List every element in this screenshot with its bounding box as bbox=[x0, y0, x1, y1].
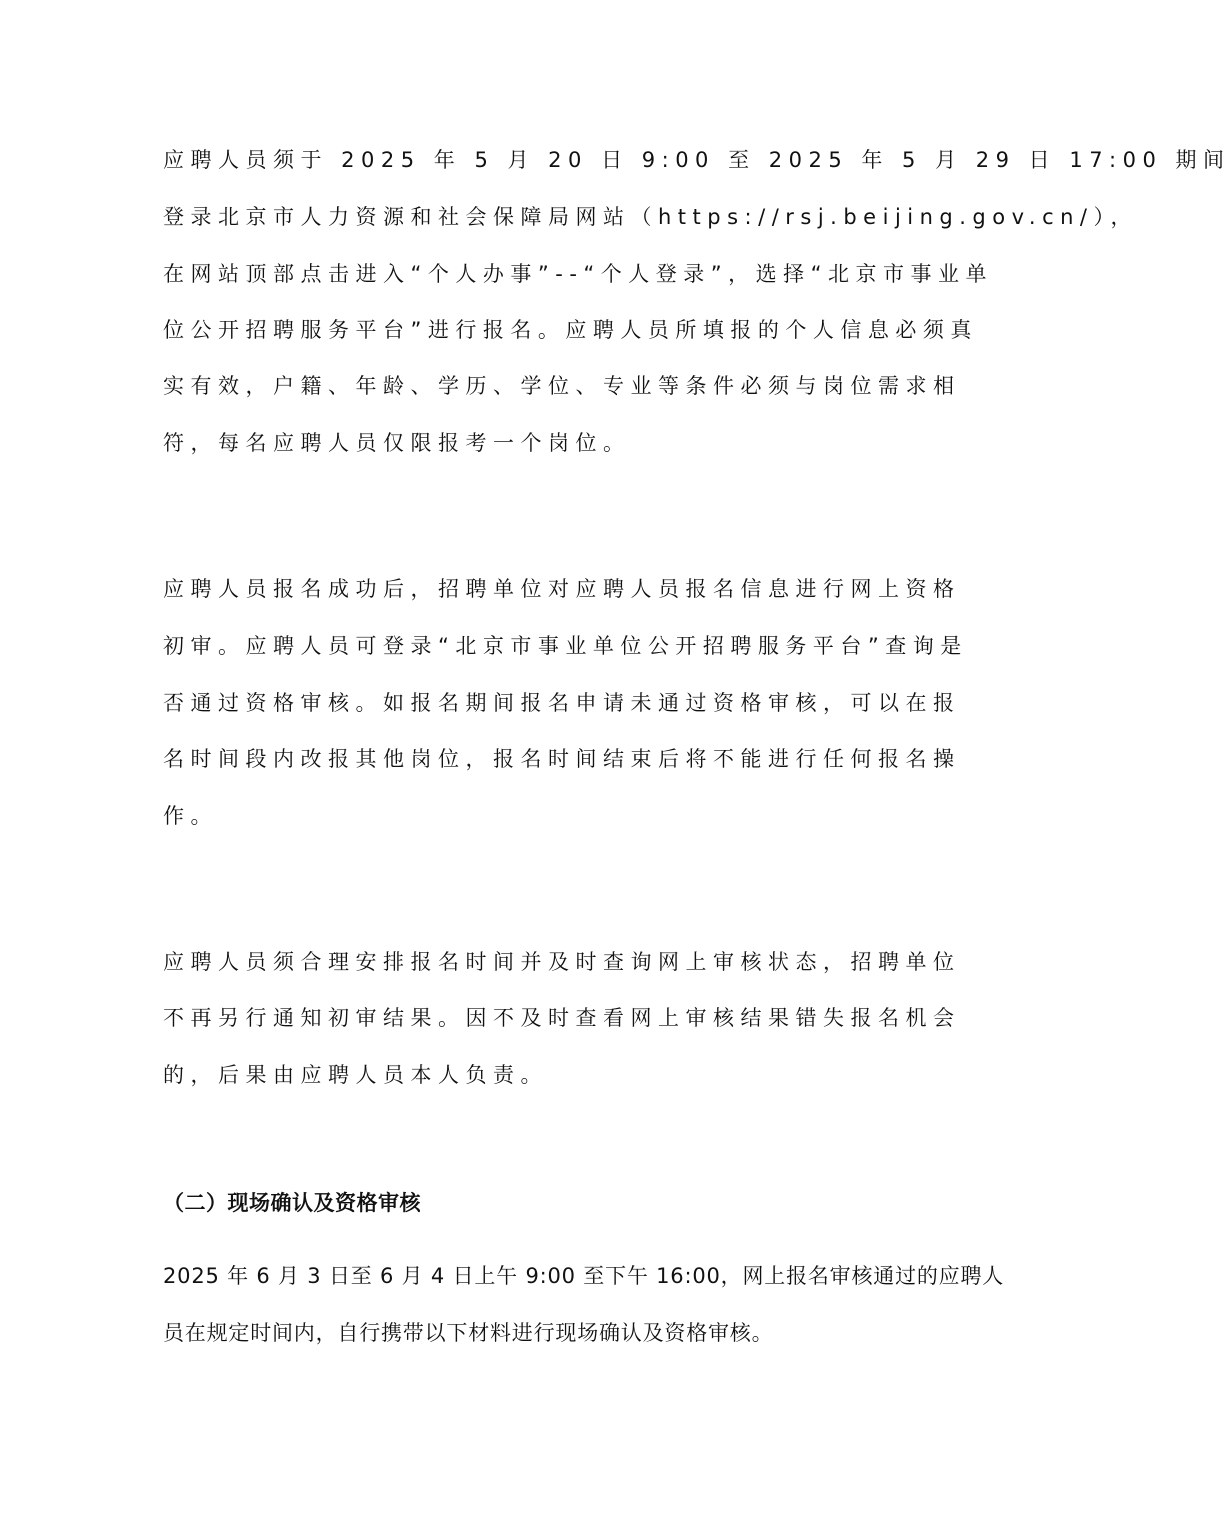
paragraph-line: 应聘人员报名成功后，招聘单位对应聘人员报名信息进行网上资格 bbox=[163, 577, 961, 601]
paragraph-line: 名时间段内改报其他岗位，报名时间结束后将不能进行任何报名操 bbox=[163, 747, 961, 771]
paragraph-line: 的，后果由应聘人员本人负责。 bbox=[163, 1063, 548, 1087]
paragraph-line: 位公开招聘服务平台”进行报名。应聘人员所填报的个人信息必须真 bbox=[163, 318, 978, 342]
section-heading: （二）现场确认及资格审核 bbox=[163, 1191, 421, 1215]
paragraph-line: 登录北京市人力资源和社会保障局网站（https://rsj.beijing.gov.cn/）， bbox=[163, 205, 1139, 229]
paragraph-line: 实有效，户籍、年龄、学历、学位、专业等条件必须与岗位需求相 bbox=[163, 374, 961, 398]
paragraph-line: 符，每名应聘人员仅限报考一个岗位。 bbox=[163, 431, 631, 455]
paragraph-line: 应聘人员须于 2025 年 5 月 20 日 9:00 至 2025 年 5 月 29 日 17:00 期间 bbox=[163, 148, 1231, 172]
paragraph-line: 在网站顶部点击进入“个人办事”--“个人登录”，选择“北京市事业单 bbox=[163, 262, 994, 286]
paragraph-line: 员在规定时间内，自行携带以下材料进行现场确认及资格审核。 bbox=[163, 1321, 774, 1345]
paragraph-line: 应聘人员须合理安排报名时间并及时查询网上审核状态，招聘单位 bbox=[163, 950, 961, 974]
paragraph-line: 2025 年 6 月 3 日至 6 月 4 日上午 9:00 至下午 16:00，网上报名审核通过的应聘人 bbox=[163, 1264, 1005, 1288]
paragraph-line: 作。 bbox=[163, 804, 218, 828]
paragraph-line: 不再另行通知初审结果。因不及时查看网上审核结果错失报名机会 bbox=[163, 1006, 961, 1030]
paragraph-line: 否通过资格审核。如报名期间报名申请未通过资格审核，可以在报 bbox=[163, 691, 961, 715]
paragraph-line: 初审。应聘人员可登录“北京市事业单位公开招聘服务平台”查询是 bbox=[163, 634, 968, 658]
